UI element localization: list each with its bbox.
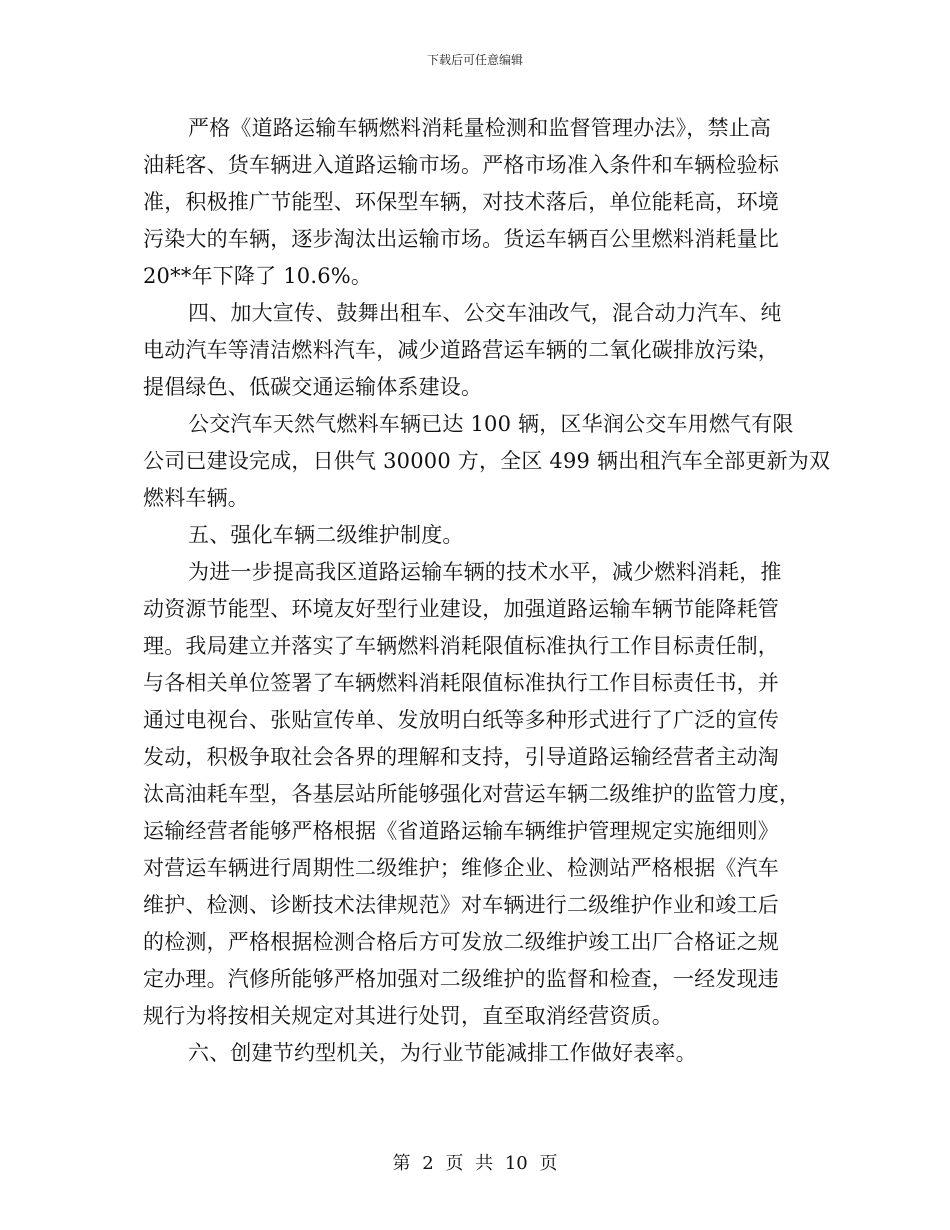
text-line: 为进一步提高我区道路运输车辆的技术水平，减少燃料消耗，推 xyxy=(188,560,782,584)
text-line: 运输经营者能够严格根据《省道路运输车辆维护管理规定实施细则》 xyxy=(143,819,779,843)
page-number: 第 2 页 共 10 页 xyxy=(392,1153,558,1174)
section-heading: 五、强化车辆二级维护制度。 xyxy=(188,523,464,547)
text-line: 与各相关单位签署了车辆燃料消耗限值标准执行工作目标责任书，并 xyxy=(143,671,779,695)
text-line: 汰高油耗车型，各基层站所能够强化对营运车辆二级维护的监管力度， xyxy=(143,782,801,806)
text-line: 污染大的车辆，逐步淘汰出运输市场。货运车辆百公里燃料消耗量比 xyxy=(143,227,779,251)
text-line: 燃料车辆。 xyxy=(143,486,249,510)
text-line: 油耗客、货车辆进入道路运输市场。严格市场准入条件和车辆检验标 xyxy=(143,153,779,177)
document-body xyxy=(143,110,831,1072)
text-line: 规行为将按相关规定对其进行处罚，直至取消经营资质。 xyxy=(143,1004,673,1028)
text-line: 的检测，严格根据检测合格后方可发放二级维护竣工出厂合格证之规 xyxy=(143,930,779,954)
text-line: 理。我局建立并落实了车辆燃料消耗限值标准执行工作目标责任制， xyxy=(143,634,779,658)
section-heading: 四、加大宣传、鼓舞出租车、公交车油改气，混合动力汽车、纯 xyxy=(188,301,782,325)
text-line: 动资源节能型、环境友好型行业建设，加强道路运输车辆节能降耗管 xyxy=(143,597,779,621)
section-heading: 六、创建节约型机关，为行业节能减排工作做好表率。 xyxy=(188,1041,697,1065)
text-line: 对营运车辆进行周期性二级维护；维修企业、检测站严格根据《汽车 xyxy=(143,856,779,880)
text-line: 维护、检测、诊断技术法律规范》对车辆进行二级维护作业和竣工后 xyxy=(143,893,779,917)
text-line: 提倡绿色、低碳交通运输体系建设。 xyxy=(143,375,483,399)
text-line: 严格《道路运输车辆燃料消耗量检测和监督管理办法》，禁止高 xyxy=(188,116,772,140)
page-header: 下载后可任意编辑 xyxy=(426,53,523,67)
text-line: 公交汽车天然气燃料车辆已达 100 辆，区华润公交车用燃气有限 xyxy=(188,412,794,436)
text-line: 通过电视台、张贴宣传单、发放明白纸等多种形式进行了广泛的宣传 xyxy=(143,708,779,732)
text-line: 公司已建设完成，日供气 30000 方，全区 499 辆出租汽车全部更新为双 xyxy=(143,449,831,473)
text-line: 定办理。汽修所能够严格加强对二级维护的监督和检查，一经发现违 xyxy=(143,967,779,991)
text-line: 准，积极推广节能型、环保型车辆，对技术落后，单位能耗高，环境 xyxy=(143,190,779,214)
text-line: 发动，积极争取社会各界的理解和支持，引导道路运输经营者主动淘 xyxy=(143,745,779,769)
text-line: 电动汽车等清洁燃料汽车，减少道路营运车辆的二氧化碳排放污染， xyxy=(143,338,779,362)
text-line: 20**年下降了 10.6%。 xyxy=(143,264,373,288)
